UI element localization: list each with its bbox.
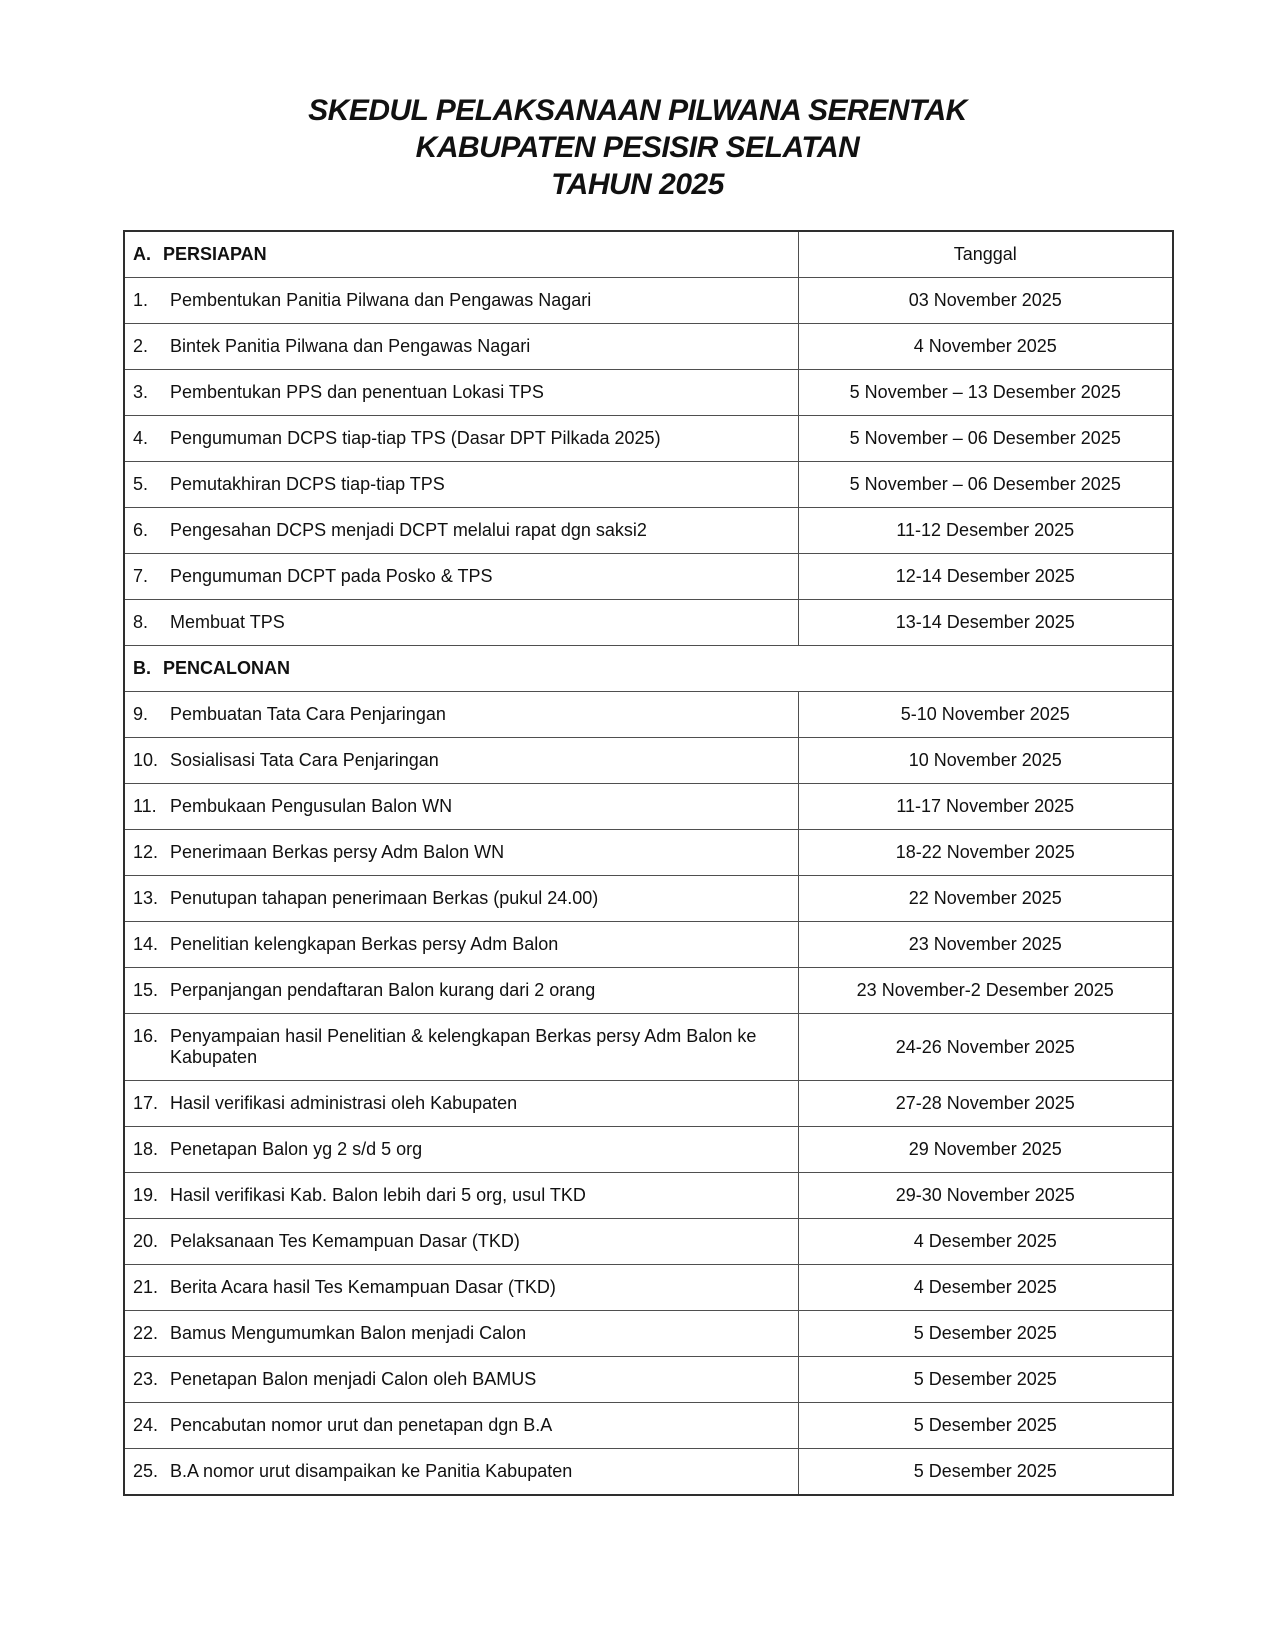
item-date: 10 November 2025 — [798, 738, 1173, 784]
item-number: 18. — [133, 1139, 159, 1159]
table-row — [124, 1311, 1173, 1357]
section-letter: B. — [133, 658, 151, 678]
table-row — [124, 1219, 1173, 1265]
table-row — [124, 830, 1173, 876]
activity-cell — [124, 922, 798, 968]
activity-item — [133, 336, 790, 357]
activity-cell — [124, 968, 798, 1014]
title-line-2: KABUPATEN PESISIR SELATAN — [415, 131, 860, 164]
item-activity: Berita Acara hasil Tes Kemampuan Dasar (TKD) — [170, 1277, 556, 1297]
section-header-a — [133, 244, 790, 265]
title-line-3: TAHUN 2025 — [551, 168, 724, 201]
section-label: PENCALONAN — [163, 658, 291, 678]
table-row — [124, 1014, 1173, 1081]
item-date: 5 Desember 2025 — [798, 1357, 1173, 1403]
item-date: 5 Desember 2025 — [798, 1403, 1173, 1449]
item-number: 20. — [133, 1231, 159, 1251]
activity-item — [133, 980, 790, 1001]
item-number: 6. — [133, 520, 149, 540]
activity-cell — [124, 1403, 798, 1449]
table-row — [124, 554, 1173, 600]
item-date: 11-17 November 2025 — [798, 784, 1173, 830]
activity-cell — [124, 462, 798, 508]
activity-item — [133, 566, 790, 587]
activity-cell — [124, 600, 798, 646]
table-row — [124, 416, 1173, 462]
activity-item — [133, 750, 790, 771]
table-row — [124, 462, 1173, 508]
item-number: 17. — [133, 1093, 159, 1113]
activity-cell — [124, 324, 798, 370]
section-header-b — [133, 658, 1164, 679]
item-number: 19. — [133, 1185, 159, 1205]
section-header-row-a — [124, 231, 1173, 278]
item-date: 5-10 November 2025 — [798, 692, 1173, 738]
item-date: 5 Desember 2025 — [798, 1449, 1173, 1496]
activity-cell — [124, 370, 798, 416]
item-number: 11. — [133, 796, 157, 816]
item-date: 22 November 2025 — [798, 876, 1173, 922]
activity-cell — [124, 1311, 798, 1357]
table-row — [124, 922, 1173, 968]
activity-item — [133, 704, 790, 725]
table-row — [124, 738, 1173, 784]
item-date: 29 November 2025 — [798, 1127, 1173, 1173]
item-date: 13-14 Desember 2025 — [798, 600, 1173, 646]
activity-item — [133, 1415, 790, 1436]
item-number: 15. — [133, 980, 159, 1000]
activity-cell — [124, 416, 798, 462]
activity-cell — [124, 738, 798, 784]
activity-item — [133, 1277, 790, 1298]
item-activity: Pencabutan nomor urut dan penetapan dgn B.A — [170, 1415, 553, 1435]
item-date: 4 November 2025 — [798, 324, 1173, 370]
item-activity: Pengumuman DCPS tiap-tiap TPS (Dasar DPT Pilkada 2025) — [170, 428, 661, 448]
item-number: 1. — [133, 290, 149, 310]
activity-item — [133, 1231, 790, 1252]
item-activity: Penetapan Balon menjadi Calon oleh BAMUS — [170, 1369, 537, 1389]
table-row — [124, 784, 1173, 830]
item-activity: Penetapan Balon yg 2 s/d 5 org — [170, 1139, 423, 1159]
item-activity: Pengumuman DCPT pada Posko & TPS — [170, 566, 493, 586]
item-number: 25. — [133, 1461, 159, 1481]
activity-cell — [124, 876, 798, 922]
table-row — [124, 968, 1173, 1014]
item-number: 12. — [133, 842, 159, 862]
item-number: 13. — [133, 888, 159, 908]
item-number: 21. — [133, 1277, 159, 1297]
page-title — [23, 0, 1253, 203]
item-activity: Hasil verifikasi administrasi oleh Kabupaten — [170, 1093, 518, 1113]
item-activity: Hasil verifikasi Kab. Balon lebih dari 5 org, usul TKD — [170, 1185, 586, 1205]
item-number: 9. — [133, 704, 149, 724]
activity-item — [133, 1461, 790, 1482]
item-activity: Pengesahan DCPS menjadi DCPT melalui rapat dgn saksi2 — [170, 520, 647, 540]
item-activity: Penutupan tahapan penerimaan Berkas (pukul 24.00) — [170, 888, 599, 908]
item-number: 4. — [133, 428, 149, 448]
activity-item — [133, 1139, 790, 1160]
table-row — [124, 508, 1173, 554]
table-row — [124, 692, 1173, 738]
item-activity: Sosialisasi Tata Cara Penjaringan — [170, 750, 439, 770]
item-date: 5 November – 06 Desember 2025 — [798, 416, 1173, 462]
activity-item — [133, 382, 790, 403]
activity-cell — [124, 784, 798, 830]
item-activity: B.A nomor urut disampaikan ke Panitia Kabupaten — [170, 1461, 573, 1481]
table-row — [124, 876, 1173, 922]
item-number: 8. — [133, 612, 149, 632]
activity-cell — [124, 1014, 798, 1081]
activity-cell — [124, 1219, 798, 1265]
activity-cell — [124, 554, 798, 600]
item-number: 3. — [133, 382, 149, 402]
item-activity: Pembentukan Panitia Pilwana dan Pengawas Nagari — [170, 290, 592, 310]
item-activity: Pembukaan Pengusulan Balon WN — [170, 796, 453, 816]
table-row — [124, 1127, 1173, 1173]
item-date: 5 Desember 2025 — [798, 1311, 1173, 1357]
activity-item — [133, 1026, 790, 1068]
activity-item — [133, 842, 790, 863]
activity-item — [133, 474, 790, 495]
section-letter: A. — [133, 244, 151, 264]
section-header-row-b — [124, 646, 1173, 692]
section-header-cell-b — [124, 646, 1173, 692]
activity-cell — [124, 508, 798, 554]
activity-cell — [124, 830, 798, 876]
table-row — [124, 1081, 1173, 1127]
item-date: 5 November – 06 Desember 2025 — [798, 462, 1173, 508]
activity-item — [133, 796, 790, 817]
item-activity: Pemutakhiran DCPS tiap-tiap TPS — [170, 474, 445, 494]
item-date: 29-30 November 2025 — [798, 1173, 1173, 1219]
item-date: 18-22 November 2025 — [798, 830, 1173, 876]
section-header-cell-a — [124, 231, 798, 278]
item-activity: Membuat TPS — [170, 612, 285, 632]
table-row — [124, 324, 1173, 370]
item-date: 4 Desember 2025 — [798, 1265, 1173, 1311]
schedule-table — [123, 230, 1174, 1496]
activity-item — [133, 612, 790, 633]
activity-cell — [124, 1081, 798, 1127]
table-row — [124, 1449, 1173, 1496]
item-date: 27-28 November 2025 — [798, 1081, 1173, 1127]
activity-cell — [124, 1449, 798, 1496]
item-activity: Pembuatan Tata Cara Penjaringan — [170, 704, 446, 724]
activity-item — [133, 1369, 790, 1390]
table-row — [124, 1357, 1173, 1403]
item-number: 22. — [133, 1323, 159, 1343]
activity-item — [133, 1185, 790, 1206]
table-row — [124, 278, 1173, 324]
activity-cell — [124, 1265, 798, 1311]
activity-item — [133, 888, 790, 909]
item-activity: Pelaksanaan Tes Kemampuan Dasar (TKD) — [170, 1231, 520, 1251]
item-number: 24. — [133, 1415, 159, 1435]
date-column-header: Tanggal — [798, 231, 1173, 278]
item-activity: Penelitian kelengkapan Berkas persy Adm Balon — [170, 934, 559, 954]
item-date: 5 November – 13 Desember 2025 — [798, 370, 1173, 416]
activity-cell — [124, 1173, 798, 1219]
item-activity: Pembentukan PPS dan penentuan Lokasi TPS — [170, 382, 544, 402]
item-date: 23 November 2025 — [798, 922, 1173, 968]
item-date: 24-26 November 2025 — [798, 1014, 1173, 1081]
schedule-table-body — [124, 231, 1173, 1495]
item-number: 7. — [133, 566, 149, 586]
activity-cell — [124, 278, 798, 324]
section-label: PERSIAPAN — [163, 244, 267, 264]
activity-item — [133, 1093, 790, 1114]
item-date: 23 November-2 Desember 2025 — [798, 968, 1173, 1014]
item-number: 10. — [133, 750, 159, 770]
item-number: 2. — [133, 336, 149, 356]
item-number: 5. — [133, 474, 149, 494]
item-number: 23. — [133, 1369, 159, 1389]
table-row — [124, 370, 1173, 416]
table-row — [124, 1403, 1173, 1449]
activity-item — [133, 428, 790, 449]
table-row — [124, 1173, 1173, 1219]
activity-item — [133, 520, 790, 541]
item-date: 11-12 Desember 2025 — [798, 508, 1173, 554]
item-date: 03 November 2025 — [798, 278, 1173, 324]
item-date: 12-14 Desember 2025 — [798, 554, 1173, 600]
item-activity: Bintek Panitia Pilwana dan Pengawas Nagari — [170, 336, 531, 356]
activity-item — [133, 934, 790, 955]
item-date: 4 Desember 2025 — [798, 1219, 1173, 1265]
item-activity: Penyampaian hasil Penelitian & kelengkapan Berkas persy Adm Balon ke Kabupaten — [170, 1026, 757, 1067]
table-row — [124, 600, 1173, 646]
table-row — [124, 1265, 1173, 1311]
activity-item — [133, 1323, 790, 1344]
activity-cell — [124, 1127, 798, 1173]
item-number: 16. — [133, 1026, 159, 1046]
activity-cell — [124, 1357, 798, 1403]
activity-cell — [124, 692, 798, 738]
activity-item — [133, 290, 790, 311]
item-activity: Penerimaan Berkas persy Adm Balon WN — [170, 842, 505, 862]
title-line-1: SKEDUL PELAKSANAAN PILWANA SERENTAK — [308, 94, 967, 127]
item-activity: Bamus Mengumumkan Balon menjadi Calon — [170, 1323, 527, 1343]
item-activity: Perpanjangan pendaftaran Balon kurang dari 2 orang — [170, 980, 596, 1000]
item-number: 14. — [133, 934, 159, 954]
